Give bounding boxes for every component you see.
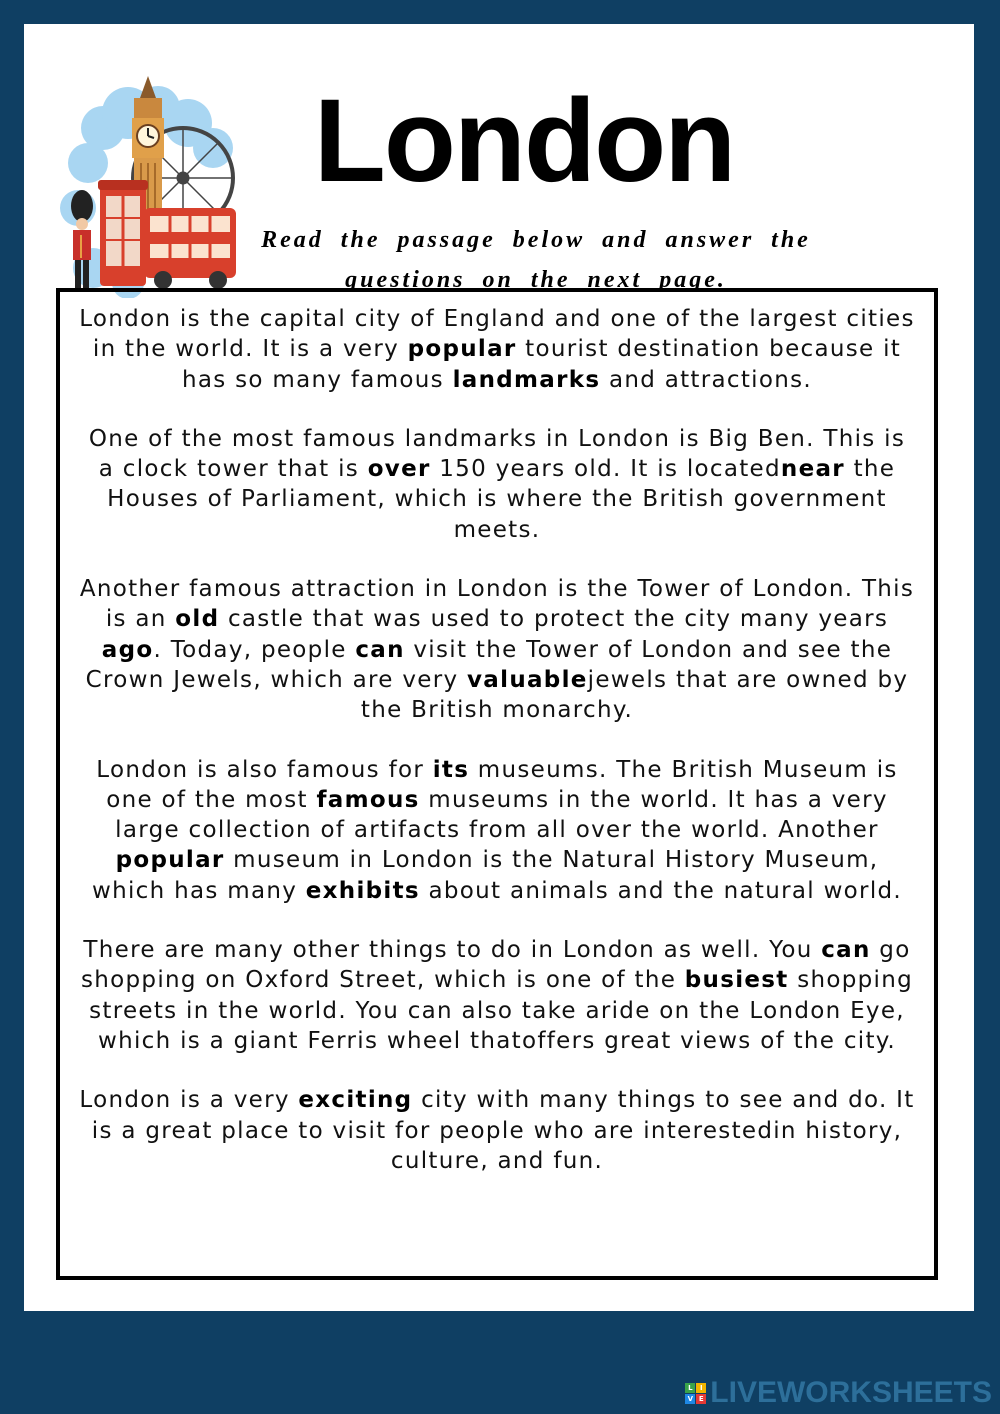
passage-text: shopping streets in the world. You can also take aride on the London Eye, which is a giant Ferris wheel thatoffers great views of the city. (89, 967, 913, 1054)
passage-text: museum in London is the Natural History Museum, which has many (91, 847, 879, 904)
vocabulary-word: famous (316, 786, 420, 813)
logo-letter: I (696, 1383, 706, 1393)
vocabulary-word: its (432, 756, 470, 783)
phone-box-icon (98, 180, 148, 286)
logo-letter: E (696, 1394, 706, 1404)
passage-text: the Houses of Parliament, which is where the British government meets. (107, 456, 896, 543)
vocabulary-word: can (821, 937, 871, 964)
passage-text: 150 years old. It is located (430, 456, 781, 483)
passage-text: There are many other things to do in London as well. You (83, 937, 822, 964)
passage-text: Another famous attraction in London is the Tower of London. This is an (79, 576, 915, 633)
passage-paragraph (78, 755, 916, 906)
vocabulary-word: can (355, 636, 405, 663)
passage-paragraph (78, 1085, 916, 1176)
logo-letter: L (685, 1383, 695, 1393)
passage-text: museums. The British Museum is one of the most (106, 756, 898, 813)
passage-text: . Today, people (153, 636, 356, 663)
page-title: London (313, 75, 735, 207)
passage-text: One of the most famous landmarks in London is Big Ben. This is a clock tower that is (88, 425, 906, 483)
passage-paragraph (78, 424, 916, 545)
liveworksheets-logo-icon (685, 1383, 706, 1404)
passage-text: museums in the world. It has a very large collection of artifacts from all over the world. Another (115, 786, 888, 844)
passage-text: tourist destination because it has so many famous (181, 336, 902, 393)
instruction-line-2: questions on the next page. (345, 267, 727, 293)
vocabulary-word: ago (101, 636, 154, 663)
vocabulary-word: exciting (298, 1087, 413, 1114)
passage-text: and attractions. (600, 366, 812, 393)
passage-text: jewels that are owned by the British monarchy. (360, 666, 909, 724)
passage-text: London is a very (79, 1087, 299, 1114)
passage-paragraph (78, 304, 916, 395)
vocabulary-word: valuable (467, 666, 588, 693)
passage-text: about animals and the natural world. (419, 877, 903, 904)
worksheet-page (24, 24, 974, 1311)
vocabulary-word: popular (407, 336, 517, 363)
passage-paragraph (78, 574, 916, 725)
passage-text: city with many things to see and do. It is a great place to visit for people who are interestedin history, culture, and fun. (91, 1087, 915, 1174)
vocabulary-word: over (367, 456, 431, 483)
vocabulary-word: popular (115, 847, 225, 874)
vocabulary-word: landmarks (452, 366, 601, 393)
passage-text: go shopping on Oxford Street, which is one of the (81, 937, 911, 994)
passage-text: castle that was used to protect the city many years (219, 606, 889, 633)
liveworksheets-watermark (685, 1376, 992, 1410)
vocabulary-word: busiest (684, 967, 789, 994)
brand-text: LIVEWORKSHEETS (710, 1376, 992, 1409)
passage-text: London is also famous for (96, 756, 433, 783)
instruction-line-1: Read the passage below and answer the (261, 227, 811, 253)
passage-text: London is the capital city of England and one of the largest cities in the world. It is a very (79, 306, 915, 363)
passage-paragraph (78, 935, 916, 1056)
logo-letter: V (685, 1394, 695, 1404)
london-landmarks-illustration (48, 68, 238, 298)
vocabulary-word: exhibits (305, 877, 420, 904)
vocabulary-word: old (175, 606, 220, 633)
vocabulary-word: near (780, 456, 845, 483)
passage-text: visit the Tower of London and see the Crown Jewels, which are very (85, 636, 893, 693)
reading-passage (56, 288, 938, 1280)
